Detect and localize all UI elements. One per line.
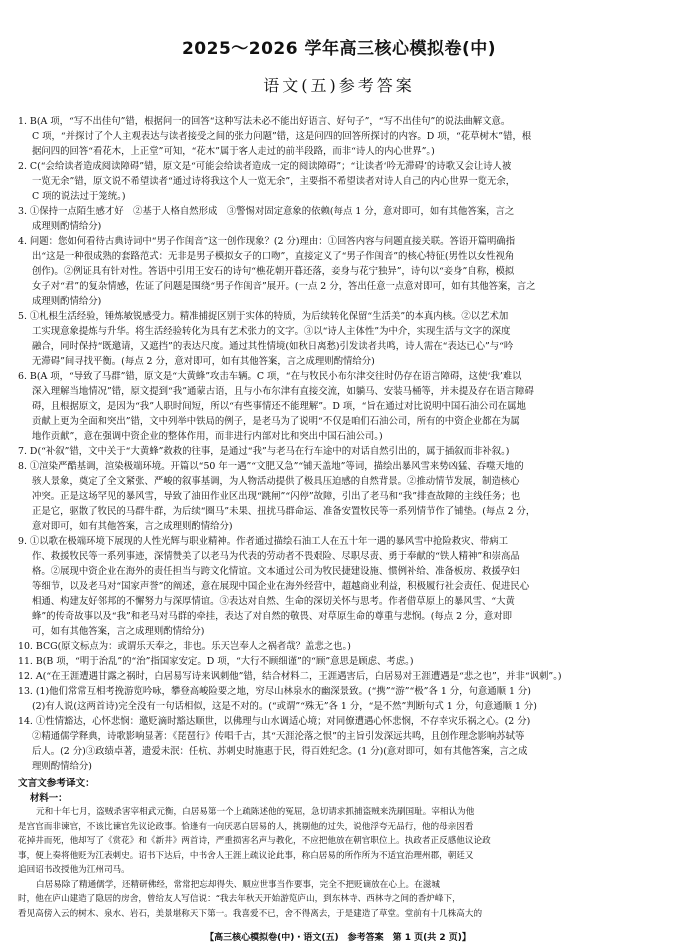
answer-item [18, 534, 660, 639]
answer-line: 正是它，驱散了牧民的马群牛群，为后续“圈马”未果、扭扰马群命运、准备安置牧民等一系列情节作了铺垫。(每点 2 分， [32, 506, 536, 517]
answer-item [18, 114, 660, 159]
translation-line: 事，便上奏将他贬为江表刺史。诏书下达后，中书舍人王涯上疏议论此事，称白居易的所作所为不适宜治理州郡，朝廷又 [18, 850, 474, 861]
answer-line: C 项的说法过于笼统。) [32, 191, 126, 202]
answer-line: 女子对“君”的复杂情感，佐证了问题是围绕“男子作闺音”展开。(一点 2 分，答出任意一点意对即可，如有其他答案，言之 [32, 281, 536, 292]
answer-line: 作、救援牧民等一系列事迹，深情赞美了以老马为代表的劳动者不畏艰险、尽职尽责、勇于奉献的“铁人精神”和崇高品 [32, 551, 520, 562]
answer-item [18, 654, 660, 669]
section-heading: 文言文参考译文： [18, 778, 95, 789]
answer-line: 成理则酌情给分) [32, 296, 102, 307]
answer-line: 6. B(A 项，“导致了马群”错，原文是“大黄蜂”攻击车辆。C 项，“在与牧民小布尔津交往时仍存在语言障碍，这使‘我’难以 [18, 371, 522, 382]
answer-item [18, 204, 660, 234]
answer-line: 地作贡献”，意在强调中资企业的整体作用，而非进行内部对比和突出中国石油公司。) [32, 431, 383, 442]
answer-line: 可，如有其他答案，言之成理则酌情给分) [32, 626, 205, 637]
translation-line: 追回诏书改授他为江州司马。 [18, 865, 130, 875]
answer-line: 出“这是一种很成熟的套路范式：无非是男子模拟女子的口吻”，直接定义了“男子作闺音”的核心特征(男性以女性视角 [32, 251, 515, 262]
answer-line: 无滞碍”间寻找平衡。(每点 2 分，意对即可，如有其他答案，言之成理则酌情给分) [32, 356, 375, 367]
answer-line: 工实现意象提炼与升华。将生活经验转化为具有艺术张力的文字。③以“诗人主体性”为中介，实现生活与文字的深度 [32, 326, 511, 337]
answer-item [18, 714, 660, 774]
answer-line: 后人。(2 分)③政绩卓著，遗爱未泯：任杭、苏刺史时施惠于民，得百姓纪念。(1 分)(意对即可，如有其他答案，言之成 [32, 746, 528, 757]
answer-line: 13. (1)他们常常互相考挽游览吟咏，攀登高峻险要之地，穷尽山林泉水的幽深景致。(“携”“游”“极”各 1 分，句意通顺 1 分) [18, 686, 531, 697]
translation-line: 看见高傍入云的树木、泉水、岩石，美景堪称天下第一。我喜爱不已，舍不得离去，于是建造了草堂。堂前有十几株高大的 [18, 908, 483, 919]
page-subtitle: 语文(五)参考答案 [263, 76, 415, 95]
answer-line: 等细节，以及老马对“国家声誉”的阐述，意在展现中国企业在海外经营中，超越商业利益，积极履行社会责任、促进民心 [32, 581, 530, 592]
page-title: 2025～2026 学年高三核心模拟卷(中) [181, 39, 497, 59]
answer-line: 蜂”的传奇故事以及“我”和老马对马群的牵挂，表达了对自然的敬畏、对草原生命的尊重与悲悯。(每点 2 分，意对即 [32, 611, 512, 622]
answer-line: 5. ①札根生活经验，锤炼敏锐感受力。精准捕捉区别于实体的特质，为后续转化保留“生活美”的本真内核。②以艺术加 [18, 311, 509, 322]
material-label: 材料一： [30, 793, 68, 804]
answer-list [18, 114, 660, 774]
translation-line: 花掉井而死，他却写了《赏花》和《新井》两首诗，严重损害名声与教化，不应把他放在朝官职位上。执政者正反感他议论政 [18, 836, 491, 846]
answer-line: 据问四的回答“看花木，上正堂”可知，“花木”属于客人走过的前半段路，而非“诗人的内心世界”。) [32, 146, 435, 157]
translation-line: 是宫官而非谏官，不该比谏官先议论政事。恰逢有一向厌恶白居易的人，挑剔他的过失，说他浮夸无品行，他的母亲因看 [18, 821, 474, 832]
answer-line: C 项，“并探讨了个人主观表达与读者接受之间的张力问题”错，这是问四的回答所探讨的内容。D 项，“花草树木”错，根 [32, 131, 532, 142]
answer-line: 一览无余”错，原文说不希望读者“通过诗将我这个人一览无余”，主要指不希望读者对诗人自己的内心世界一览无余， [32, 176, 516, 187]
answer-line: 冲突。正是这场罕见的暴风雪，导致了油田作业区出现“跳闸”“闪停”故障，引出了老马和“我”排查故障的主线任务；也 [32, 491, 521, 502]
answer-item [18, 159, 660, 204]
answer-line: 意对即可，如有其他答案，言之成理则酌情给分) [32, 521, 233, 532]
answer-item [18, 444, 660, 459]
translation-line: 时，他在庐山建造了隐居的房舍，曾给友人写信说：“我去年秋天开始游览庐山，到东林寺、西林寺之间的香炉峰下， [18, 894, 461, 904]
answer-line: 12. A(“在王涯遭遇甘露之祸时，白居易写诗来讽刺他”错，结合材料二，王涯遇害后，白居易对王涯遭遇是“悲之也”，并非“讽刺”。) [18, 671, 562, 682]
answer-line: 贡献上更为全面和突出”错，文中列举中铁局的例子，是老马为了说明“不仅是咱们石油公司，所有的中资企业都在为属 [32, 416, 520, 427]
answer-line: 碍，且根据原文，是因为“我”人职时间短，所以“有些事情还不能理解”。D 项，“旨在通过对比说明中国石油公司在属地 [32, 401, 526, 412]
answer-line: 8. ①渲染严酷基调，渲染极端环境。开篇以“50 年一遇”“文肥又急”“铺天盖地”等词，描绘出暴风雪来势凶猛、吞噬天地的 [18, 461, 524, 472]
answer-item [18, 684, 660, 714]
answer-line: 相通、构建友好邻邦的不懈努力与深厚情谊。③表达对自然、生命的深切关怀与思考。作者借草原上的暴风雪、“大黄 [32, 596, 515, 607]
translation-text [18, 805, 660, 921]
answer-line: (2)有人说(这两首诗)完全没有一句话相似，这是不对的。(“或谓”“殊无”各 1 分，“是不然”判断句式 1 分，句意通顺 1 分) [32, 701, 537, 712]
page-footer: 【高三核心模拟卷(中)・语文(五) 参考答案 第 1 页(共 2 页)】 [205, 933, 471, 943]
answer-line: 14. ①性情豁达，心怀悲悯：邀贬滴时豁达顺世，以佛理与山水调适心境；对同僚遭遇心怀悲悯，不存幸灾乐祸之心。(2 分) [18, 716, 531, 727]
answer-line: 2. C(“会给读者造成阅读障碍”错，原文是“可能会给读者造成一定的阅读障碍”；“让读者‘吟无滞碍’的诗歌又会让诗人被 [18, 161, 512, 172]
answer-line: 融合，同时保持“既邀请，又遮挡”的表达尺度。通过其性情境(如秋日离愁)引发读者共鸣，诗人需在“表达已心”与“吟 [32, 341, 514, 352]
answer-line: ②精通儒学释典，诗歌影响显著：《琵琶行》传唱千古，其“天涯沦落之恨”的主旨引发深远共鸣，且创作理念影响苏轼等 [32, 731, 525, 742]
answer-item [18, 234, 660, 309]
translation-line: 白居易除了精通儒学，还精研佛经，常常把忘却得失、顺应世事当作要事，完全不把贬谪放在心上。在滋城 [36, 879, 440, 890]
answer-line: 9. ①以歌在极端环境下展现的人性光辉与职业精神。作者通过描绘石油工人在五十年一遇的暴风雪中抢险救灾、带病工 [18, 536, 509, 547]
translation-line: 元和十年七月，盗贼杀害宰相武元衡，白居易第一个上疏陈述他的冤屈，急切请求抓捕盗贼来洗刷国耻。宰相认为他 [36, 807, 475, 817]
answer-line: 1. B(A 项，“写不出佳句”错，根据问一的回答“这种写法未必不能出好语言、好句子”，“写不出佳句”的说法曲解文意。 [18, 116, 511, 127]
answer-line: 理则酌情给分) [32, 761, 92, 772]
answer-line: 深入理解当地情况”错，原文提到“我”通蒙古语，且与小布尔津有直接交流，如躺马、安装马桶等，并未提及存在语言障碍 [32, 386, 534, 397]
answer-line: 骇人景象，奠定了全文紧张、严峻的叙事基调，为人物活动提供了极具压迫感的自然背景。②推动情节发展，制造核心 [32, 476, 520, 487]
answer-line: 格。②展现中资企业在海外的责任担当与跨文化情谊。文本通过公司为牧民捷建设施、惯例补给、准备板房、救援孕妇 [32, 566, 520, 577]
answer-item [18, 309, 660, 369]
answer-line: 4. 问题：您如何看待古典诗词中“男子作闺音”这一创作现象？(2 分)理由：①回答内容与问题直接关联。答语开篇明确指 [18, 236, 516, 247]
answer-item [18, 639, 660, 654]
answer-line: 创作)。②例证具有针对性。答语中引用王安石的诗句“樵花朝开暮还落，妾身与花宁独异”，诗句以“妾身”自称，模拟 [32, 266, 515, 277]
answer-item [18, 459, 660, 534]
answer-item [18, 369, 660, 444]
answer-line: 11. B(B 项，“明于治乱”的“治”指国家安定。D 项，“大行不顾细谨”的“顾”意思是顾虑、考虑。) [18, 656, 414, 667]
answer-line: 3. ①保持一点陌生感才好 ②基于人格自然形成 ③警惕对固定意象的依赖(每点 1 分，意对即可，如有其他答案，言之 [18, 206, 515, 217]
answer-line: 成理则酌情给分) [32, 221, 102, 232]
answer-line: 7. D(“补叙”错，文中关于“大黄蜂”救救的往事，是通过“我”与老马在行车途中的对话自然引出的，属于插叙而非补叙。) [18, 446, 510, 457]
answer-item [18, 669, 660, 684]
answer-line: 10. BCG(原文标点为：或谓乐天奉之，非也。乐天岂奉人之祸者哉？盖悲之也。) [18, 641, 351, 652]
